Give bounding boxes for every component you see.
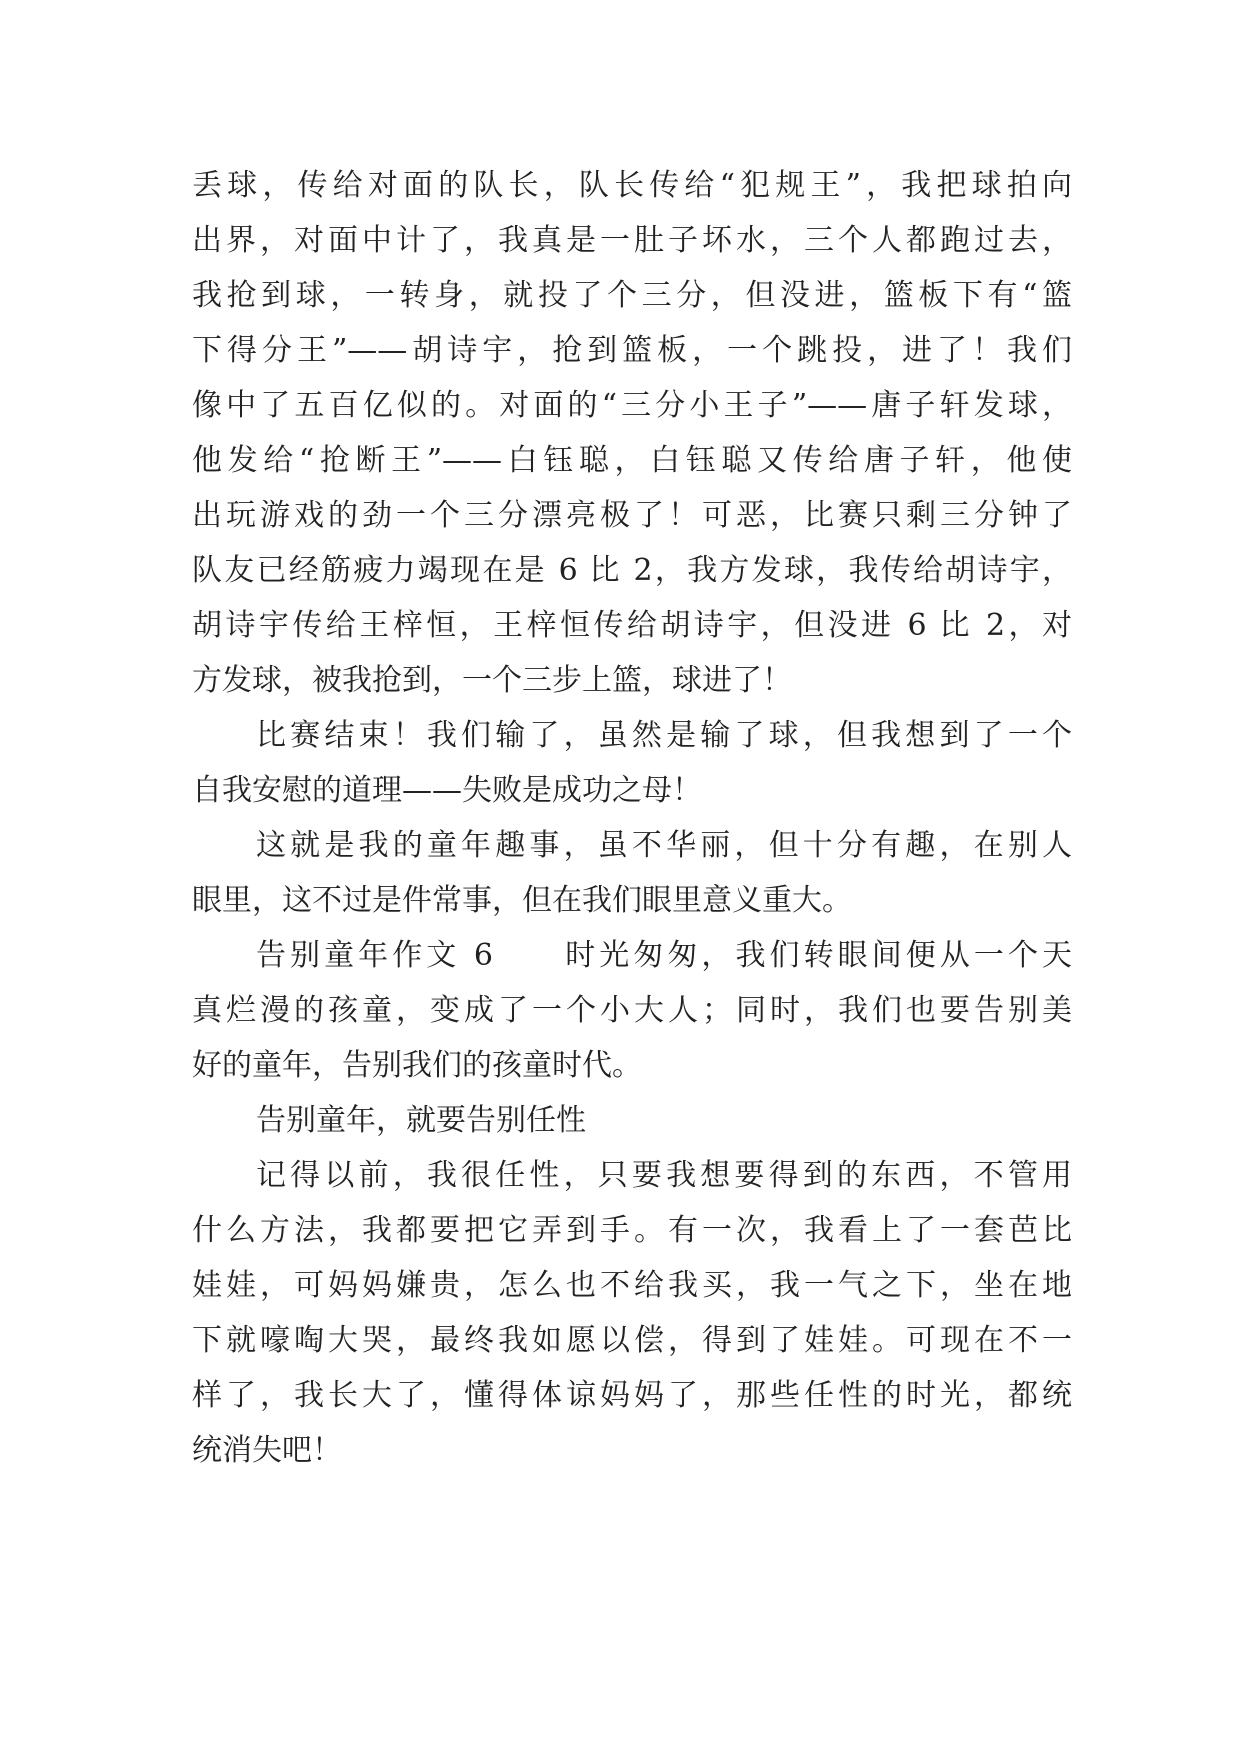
text-line: 出玩游戏的劲一个三分漂亮极了！可恶，比赛只剩三分钟了 [192, 498, 1072, 533]
text-line: 记得以前，我很任性，只要我想要得到的东西，不管用 [256, 1158, 1072, 1193]
text-line: 我抢到球，一转身，就投了个三分，但没进，篮板下有“篮 [192, 278, 1072, 313]
text-line: 告别童年，就要告别任性 [256, 1103, 586, 1138]
text-line: 告别童年作文 6 时光匆匆，我们转眼间便从一个天 [256, 938, 1072, 973]
document-body [192, 158, 1072, 1478]
text-line: 方发球，被我抢到，一个三步上篮，球进了！ [192, 663, 792, 698]
text-line: 出界，对面中计了，我真是一肚子坏水，三个人都跑过去， [192, 223, 1072, 258]
text-line: 娃娃，可妈妈嫌贵，怎么也不给我买，我一气之下，坐在地 [192, 1268, 1072, 1303]
text-line: 什么方法，我都要把它弄到手。有一次，我看上了一套芭比 [192, 1213, 1072, 1248]
text-line: 像中了五百亿似的。对面的“三分小王子”——唐子轩发球， [192, 388, 1072, 423]
text-line: 这就是我的童年趣事，虽不华丽，但十分有趣，在别人 [256, 828, 1072, 863]
text-line: 眼里，这不过是件常事，但在我们眼里意义重大。 [192, 883, 852, 918]
text-line: 自我安慰的道理——失败是成功之母！ [192, 773, 702, 808]
text-line: 真烂漫的孩童，变成了一个小大人；同时，我们也要告别美 [192, 993, 1072, 1028]
text-line: 样了，我长大了，懂得体谅妈妈了，那些任性的时光，都统 [192, 1378, 1072, 1413]
text-line: 他发给“抢断王”——白钰聪，白钰聪又传给唐子轩，他使 [192, 443, 1072, 478]
text-line: 好的童年，告别我们的孩童时代。 [192, 1048, 642, 1083]
text-line: 比赛结束！我们输了，虽然是输了球，但我想到了一个 [256, 718, 1072, 753]
text-line: 丢球，传给对面的队长，队长传给“犯规王”，我把球拍向 [192, 168, 1072, 203]
text-line: 下得分王”——胡诗宇，抢到篮板，一个跳投，进了！我们 [192, 333, 1072, 368]
text-line: 统消失吧！ [192, 1433, 342, 1468]
text-line: 队友已经筋疲力竭现在是 6 比 2，我方发球，我传给胡诗宇， [192, 553, 1072, 588]
text-line: 胡诗宇传给王梓恒，王梓恒传给胡诗宇，但没进 6 比 2，对 [192, 608, 1072, 643]
text-line: 下就嚎啕大哭，最终我如愿以偿，得到了娃娃。可现在不一 [192, 1323, 1072, 1358]
